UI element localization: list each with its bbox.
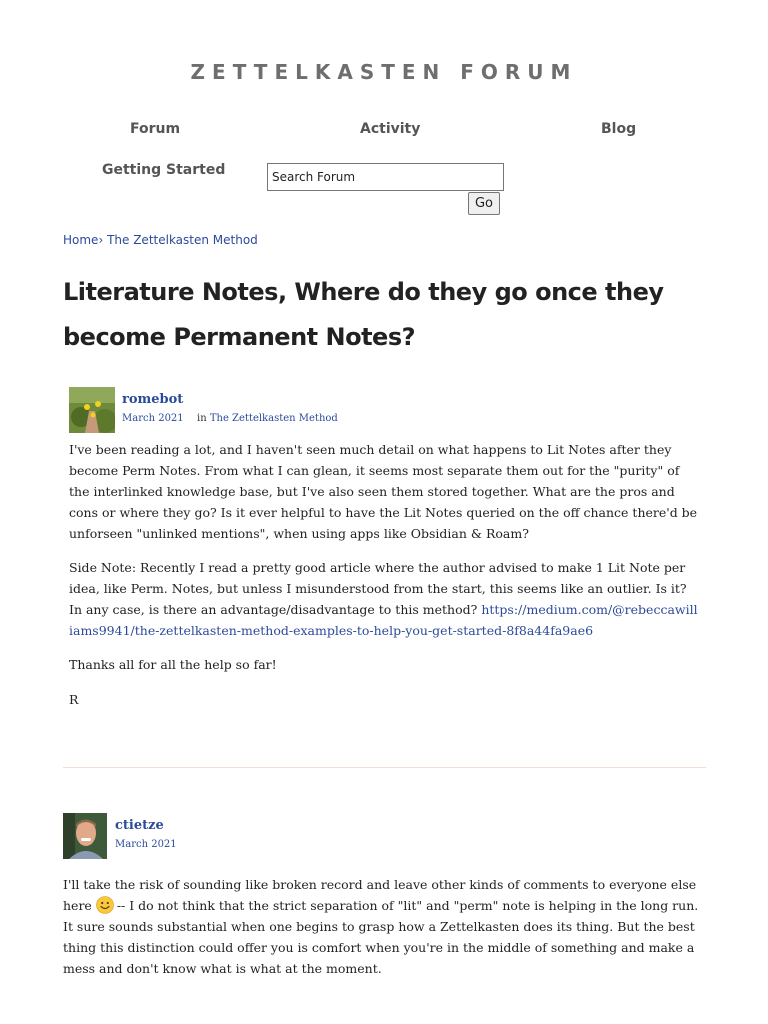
post-author[interactable]: romebot [122,392,184,407]
avatar-ctietze[interactable] [63,813,107,859]
post-paragraph-text: -- I do not think that the strict separation of "lit" and "perm" note is helping in the long run. It sure sounds substantial when one begins to grasp how a Zettelkasten does its thing. But the best thing this distinction could offer you is comfort when you're in the middle of something and make a mess and don't know what is what at the moment. [63,898,699,976]
discussion-title: Literature Notes, Where do they go once they become Permanent Notes? [63,278,664,351]
smiley-icon [96,896,114,914]
post-paragraph [69,557,701,641]
breadcrumb-category[interactable]: The Zettelkasten Method [107,233,258,247]
post-paragraph: Thanks all for all the help so far! [69,657,277,672]
post-signature: R [69,692,79,707]
post-date[interactable]: March 2021 [122,413,184,424]
in-label: in [197,413,207,424]
site-title[interactable]: ZETTELKASTEN FORUM [190,60,578,84]
article-link[interactable]: https://medium.com/@rebeccawilliams9941/the-zettelkasten-method-examples-to-help-you-get-started-8f8a44fa9ae6 [69,602,698,638]
search-input[interactable] [267,163,504,191]
post-paragraph: I've been reading a lot, and I haven't seen much detail on what happens to Lit Notes after they become Perm Notes. From what I can glean, it seems most separate them out for the "purity" of the interlinked knowledge base, but I've also seen them stored together. What are the pros and cons or where they go? Is it ever helpful to have the Lit Notes queried on the off chance there'd be unforseen "unlinked mentions", when using apps like Obsidian & Roam? [69,442,698,541]
post-paragraph [63,874,703,979]
breadcrumb-home[interactable]: Home [63,233,99,247]
nav-forum[interactable]: Forum [130,121,181,137]
avatar-romebot[interactable] [69,387,115,433]
post-paragraph-text: I'll take the risk of sounding like broken record and leave other kinds of comments to everyone else here [63,877,697,913]
post-category-meta [197,413,338,424]
post-divider [63,767,706,768]
go-button[interactable]: Go [468,192,500,215]
nav-getting-started[interactable]: Getting Started [102,162,226,178]
post-date[interactable]: March 2021 [115,839,177,850]
nav-blog[interactable]: Blog [601,121,637,137]
nav-activity[interactable]: Activity [360,121,421,137]
breadcrumb [63,233,258,247]
breadcrumb-separator: › [98,233,104,247]
post-paragraph-text: Side Note: Recently I read a pretty good article where the author advised to make 1 Lit Note per idea, like Perm. Notes, but unless I misunderstood from the start, this seems like an outlier. Is it? In any case, is there an advantage/disadvantage to this method? [69,560,687,617]
post-category-link[interactable]: The Zettelkasten Method [209,413,338,424]
post-author[interactable]: ctietze [115,818,164,833]
